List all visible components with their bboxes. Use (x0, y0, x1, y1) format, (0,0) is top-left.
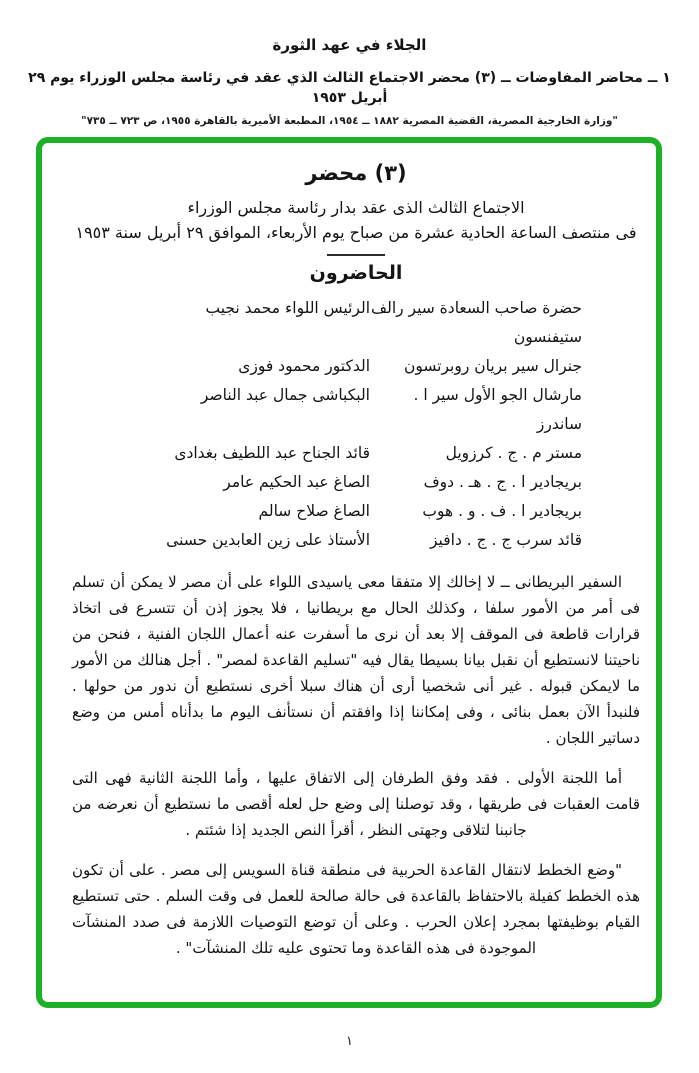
page-header (0, 36, 699, 129)
attendee-british: بريجادير ا . ج . هـ . دوف (423, 473, 582, 491)
attendee-row (72, 294, 640, 352)
attendee-row (72, 497, 640, 526)
attendee-egyptian: الدكتور محمود فوزى (238, 357, 370, 375)
source-citation: "وزارة الخارجية المصرية، القضية المصرية ١٨٨٢ ــ ١٩٥٤، المطبعة الأميرية بالقاهرة ١٩٥٥، ص ٧٢٣ ــ ٧٣٥" (81, 115, 618, 127)
attendee-british: حضرة صاحب السعادة سير رالف ستيفنسون (371, 299, 582, 346)
attendee-egyptian: الصاغ عبد الحكيم عامر (223, 473, 370, 491)
paragraph-committees: أما اللجنة الأولى . فقد وفق الطرفان إلى الاتفاق عليها ، وأما اللجنة الثانية فهى التى قامت العقبات فى طريقها ، وقد توصلنا إلى وضع حل لعله أقصى ما نستطيع أن نعرضه من جانبنا لتلاقى وجهتى النظر ، أقرأ النص الجديد إذا شئتم . (72, 769, 640, 839)
attendee-british: بريجادير ا . ف . و . هوب (422, 502, 582, 520)
section-subtitle: ١ ــ محاضر المفاوضات ــ (٣) محضر الاجتماع الثالث الذي عقد في رئاسة مجلس الوزراء يوم ٢٩ أبريل ١٩٥٣ (28, 70, 671, 106)
attendee-egyptian: الصاغ صلاح سالم (258, 502, 370, 520)
minutes-body (72, 569, 640, 961)
highlight-box (36, 137, 662, 1008)
paragraph-quoted-text: "وضع الخطط لانتقال القاعدة الحربية فى منطقة قناة السويس إلى مصر . على أن تكون هذه الخطط كفيلة بالاحتفاظ بالقاعدة فى حالة صالحة للعمل فى وقت السلم . حتى تستطيع القيام بوظيفتها بمجرد إعلان الحرب . وعلى أن توضع التوصيات اللازمة فى صدد المنشآت الموجودة فى هذه القاعدة وما تحتوى عليه تلك المنشآت" . (72, 861, 640, 957)
attendees-list (72, 294, 640, 555)
attendee-egyptian: قائد الجناح عبد اللطيف بغدادى (174, 444, 370, 462)
attendees-heading: الحاضرون (309, 262, 403, 284)
date-underline-rule (327, 254, 385, 256)
attendee-egyptian: الرئيس اللواء محمد نجيب (205, 299, 370, 317)
book-title: الجلاء في عهد الثورة (272, 36, 427, 54)
minutes-heading: (٣) محضر (305, 161, 407, 185)
attendee-british: مستر م . ج . كرزويل (445, 444, 582, 462)
attendee-british: مارشال الجو الأول سير ا . ساندرز (413, 386, 582, 433)
paragraph-ambassador-statement: السفير البريطانى ــ لا إخالك إلا متفقا معى ياسيدى اللواء على أن مصر لا يمكن أن تسلم فى أمر من الأمور سلفا ، وكذلك الحال مع بريطانيا ، فلا يجوز إذن أن تتسرع فى اتخاذ قرارات قاطعة فى الموقف إلا بعد أن نرى ما أسفرت عنه أعمال اللجان الفنية ، فنحن من ناحيتنا لانستطيع أن نقبل بيانا بسيطا يقال فيه "تسليم القاعدة لمصر" . أجل هنالك من الأمور ما لايمكن قبوله . غير أنى شخصيا أرى أن هناك سبلا أخرى نستطيع أن ندور من حولها . فلنبدأ الآن بعمل بنائى ، وفى إمكاننا إذا وافقتم أن نستأنف اليوم ما بدأناه أمس من وضع دساتير اللجان . (72, 573, 640, 747)
attendee-egyptian: البكباشى جمال عبد الناصر (200, 386, 370, 404)
attendee-row (72, 352, 640, 381)
minutes-content (42, 143, 656, 961)
attendee-british: قائد سرب ج . ج . دافيز (430, 531, 582, 549)
attendee-row (72, 439, 640, 468)
meeting-subheading-line1: الاجتماع الثالث الذى عقد بدار رئاسة مجلس الوزراء (187, 198, 525, 217)
attendee-egyptian: الأستاذ على زين العابدين حسنى (166, 531, 370, 549)
attendee-row (72, 468, 640, 497)
attendee-row (72, 526, 640, 555)
attendee-row (72, 381, 640, 439)
attendee-british: جنرال سير بريان روبرتسون (403, 357, 582, 375)
meeting-subheading-line2: فى منتصف الساعة الحادية عشرة من صباح يوم الأربعاء، الموافق ٢٩ أبريل سنة ١٩٥٣ (75, 223, 637, 242)
page-number: ١ (346, 1034, 353, 1049)
